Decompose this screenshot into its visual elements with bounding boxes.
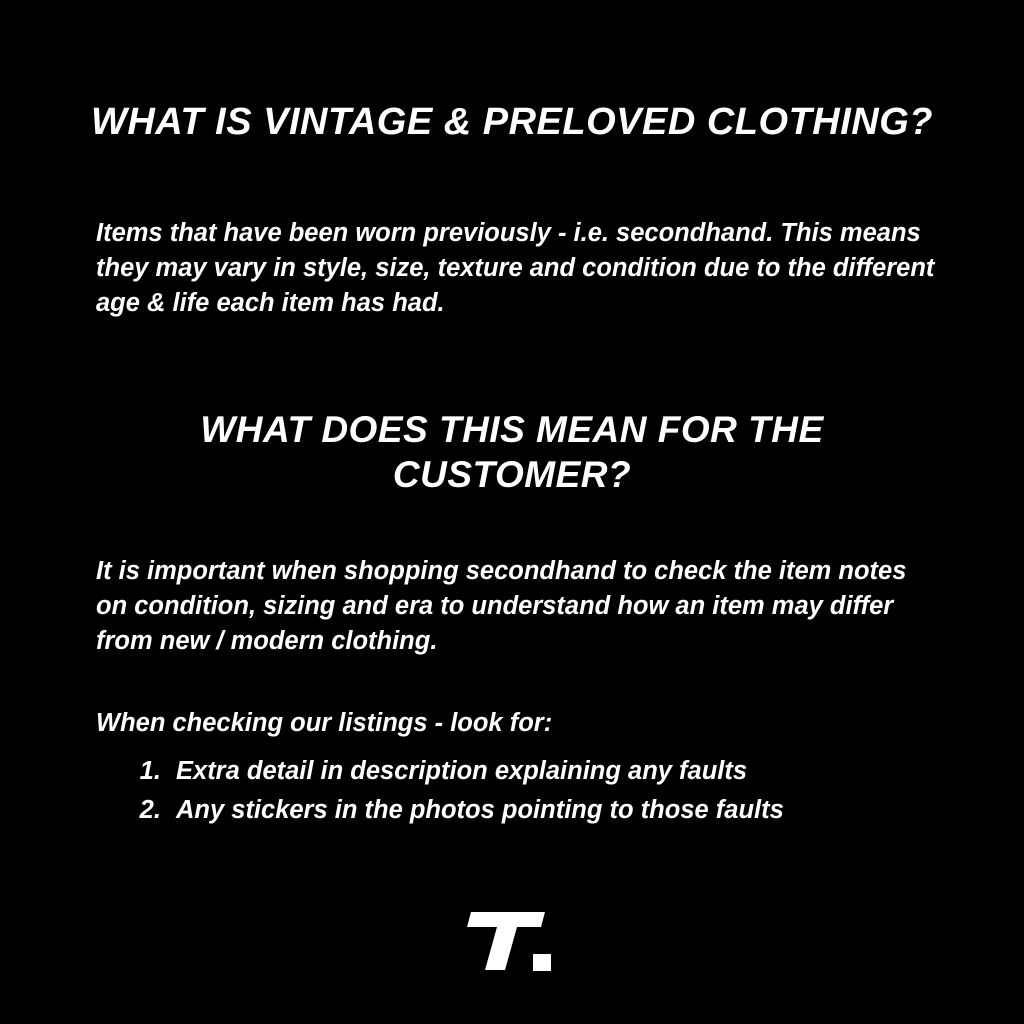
checklist	[118, 752, 1008, 830]
list-item: 1. Extra detail in description explaining any faults	[168, 752, 1008, 791]
page-title: WHAT IS VINTAGE & PRELOVED CLOTHING?	[90, 101, 934, 144]
section-heading-customer: WHAT DOES THIS MEAN FOR THE CUSTOMER?	[200, 408, 824, 495]
listings-prompt: When checking our listings - look for:	[96, 708, 553, 737]
t-dot-logo-icon	[457, 912, 567, 978]
list-item: 2. Any stickers in the photos pointing to those faults	[168, 791, 1008, 830]
customer-paragraph: It is important when shopping secondhand to check the item notes on condition, sizing and era to understand how an item may differ from new / modern clothing.	[96, 556, 907, 655]
intro-paragraph: Items that have been worn previously - i.e. secondhand. This means they may vary in style, size, texture and condition due to the different age & life each item has had.	[96, 218, 935, 317]
brand-logo	[0, 912, 1024, 982]
